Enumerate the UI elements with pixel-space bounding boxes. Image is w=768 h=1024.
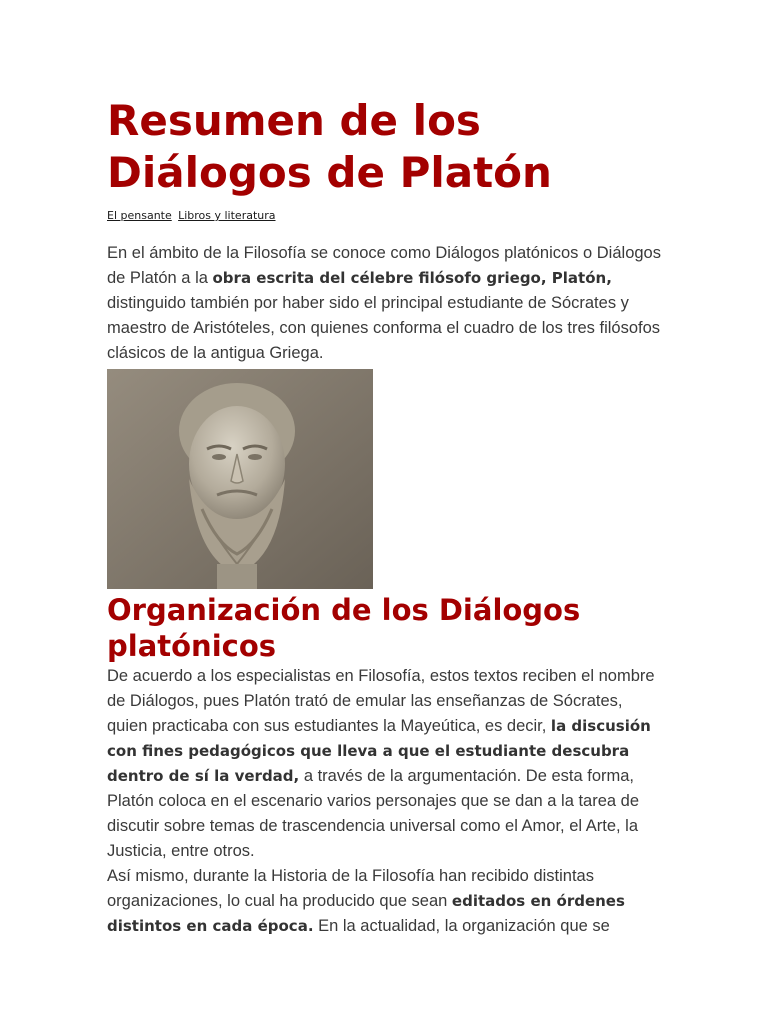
p1-text-1: De acuerdo a los especialistas en Filosofía, estos textos reciben el nombre de Diálogos, pues Platón trató de emular las enseñanzas de Sócrates, quien practicaba con sus estudiantes la Mayeútica, es decir,: [107, 667, 655, 735]
intro-text-2: distinguido también por haber sido el principal estudiante de Sócrates y maestro de Aristóteles, con quienes conforma el cuadro de los tres filósofos clásicos de la antigua Griega.: [107, 294, 661, 362]
p2-text-2: En la actualidad, la organización que se: [313, 917, 610, 935]
p1-text-2: a través de la argumentación. De esta forma, Platón coloca en el escenario varios personajes que se dan a la tarea de discutir sobre temas de trascendencia universal como el Amor, el Arte, la Justicia, entre otros.: [107, 767, 640, 860]
intro-paragraph: [107, 241, 667, 366]
article: [107, 95, 667, 939]
section-paragraph-1: [107, 664, 667, 864]
section-paragraph-2: [107, 864, 667, 939]
tag-link-el-pensante[interactable]: El pensante: [107, 209, 172, 222]
section-heading-line-1: Organización de los Diálogos: [107, 593, 581, 627]
section-heading: [107, 592, 667, 664]
tag-link-libros-y-literatura[interactable]: Libros y literatura: [178, 209, 276, 222]
p2-text-1: Así mismo, durante la Historia de la Filosofía han recibido distintas organizaciones, lo cual ha producido que sean: [107, 867, 594, 910]
p2-bold-1: editados en órdenes distintos en cada época.: [107, 892, 625, 935]
plato-bust-image: [107, 369, 373, 589]
intro-text-1: En el ámbito de la Filosofía se conoce como Diálogos platónicos o Diálogos de Platón a la: [107, 244, 661, 287]
intro-bold-1: obra escrita del célebre filósofo griego, Platón,: [212, 269, 612, 287]
p1-bold-1: la discusión con fines pedagógicos que lleva a que el estudiante descubra dentro de sí la verdad,: [107, 717, 651, 785]
page-title: [107, 95, 667, 199]
tag-list: [107, 207, 667, 224]
title-line-1: Resumen de los: [107, 96, 481, 145]
section-heading-line-2: platónicos: [107, 629, 277, 663]
title-line-2: Diálogos de Platón: [107, 148, 552, 197]
